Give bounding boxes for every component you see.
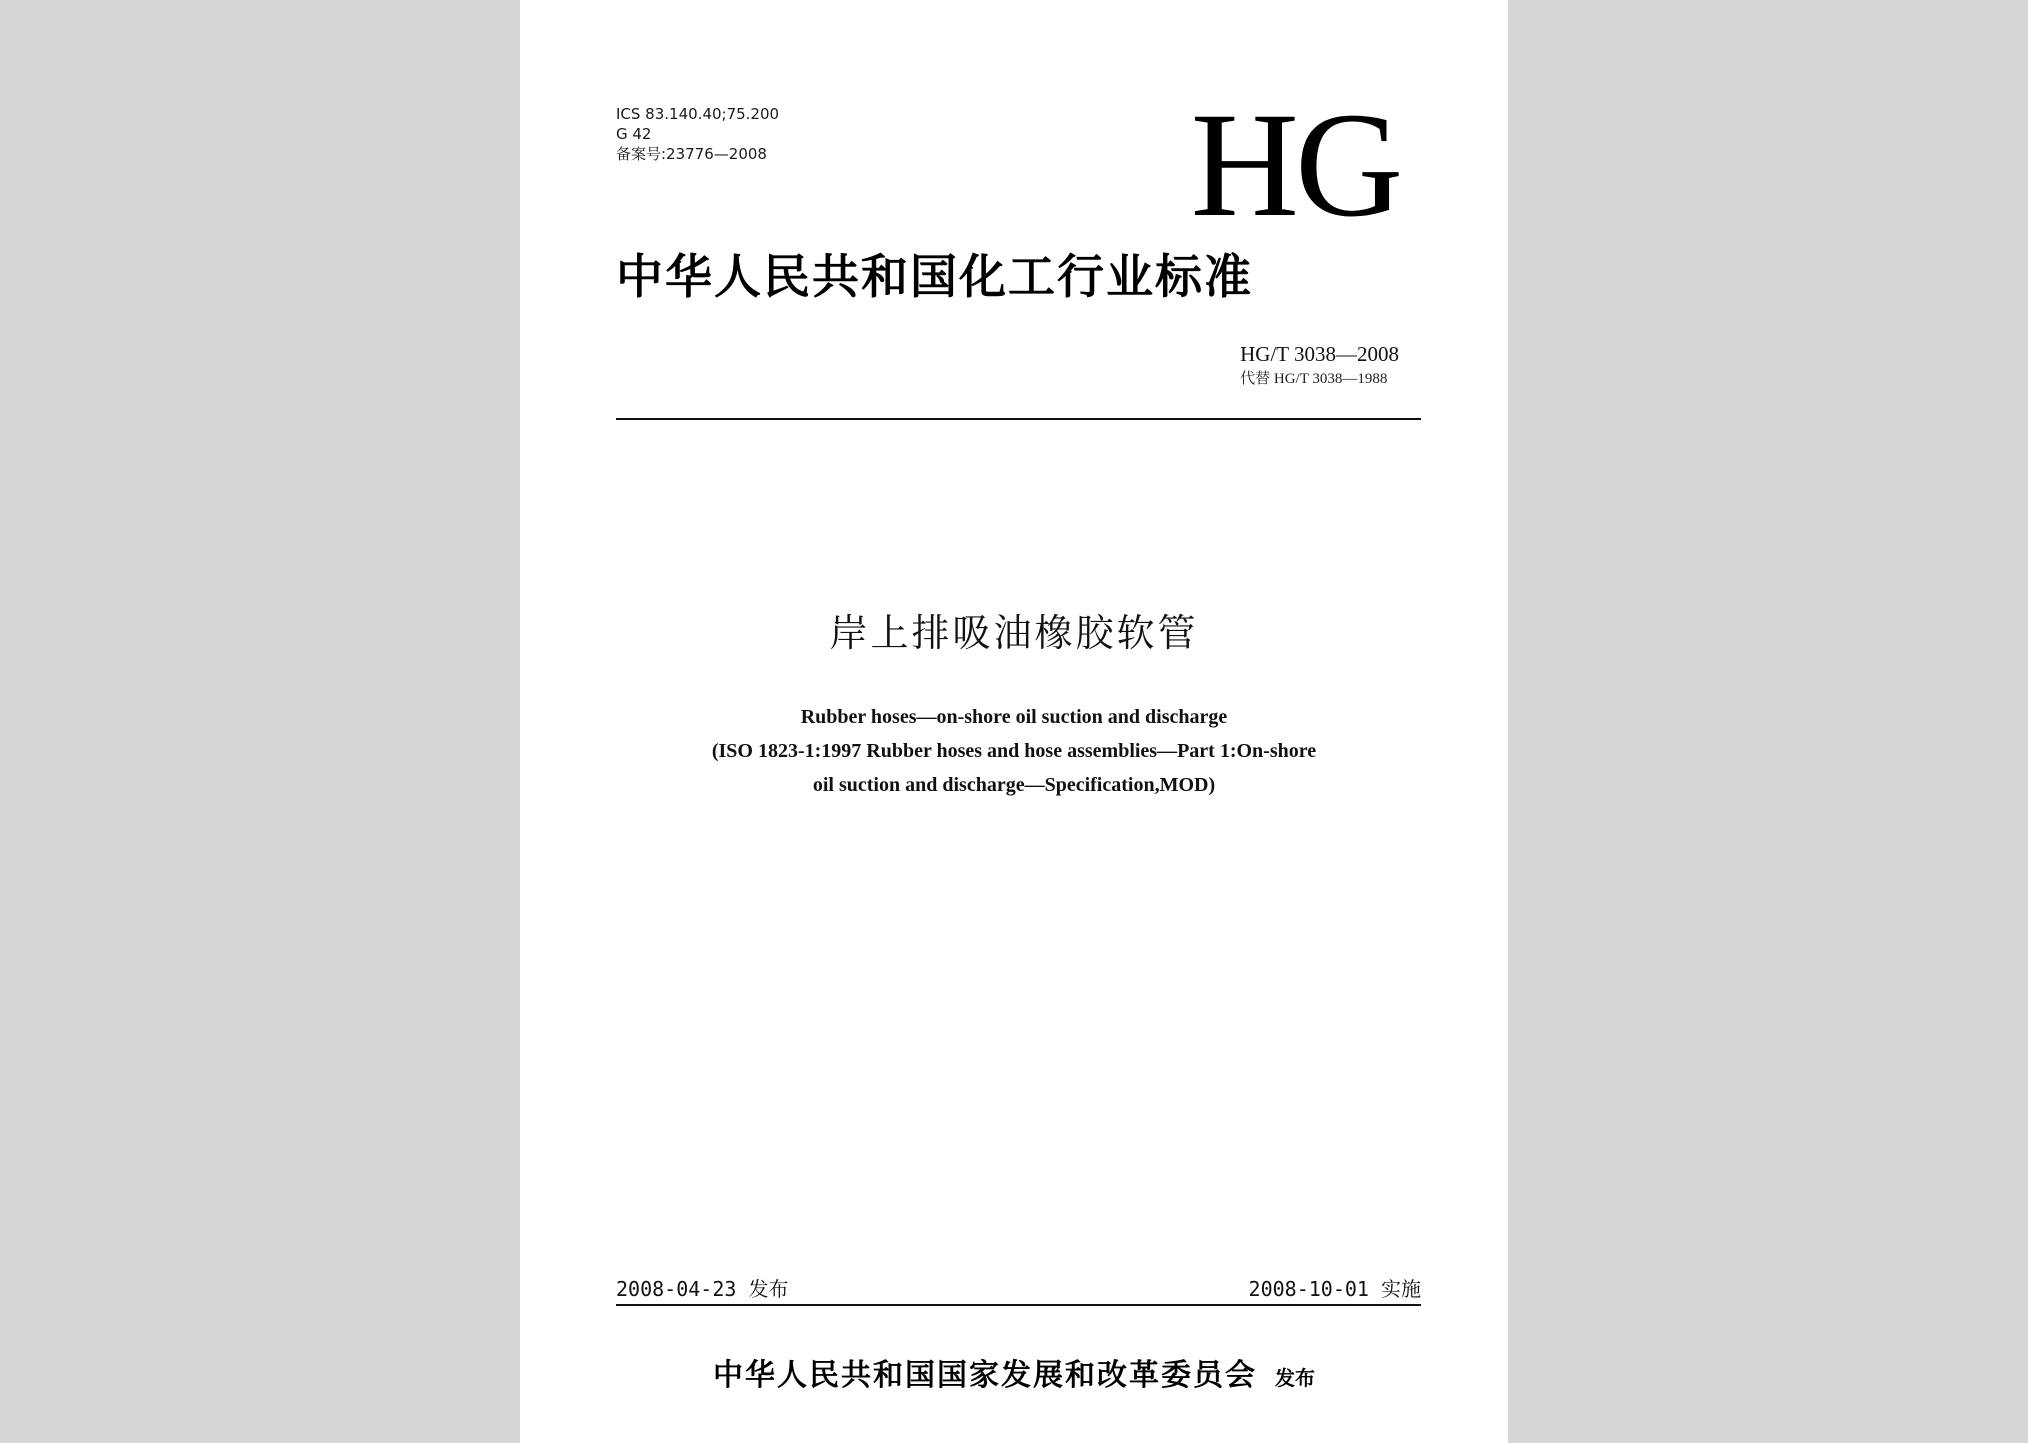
standard-code-block (1240, 340, 1399, 390)
effective-date: 2008-10-01 实施 (1248, 1277, 1421, 1301)
document-title-english (520, 700, 1508, 802)
ccs-code: G 42 (616, 125, 652, 143)
issuer-name: 中华人民共和国国家发展和改革委员会 (713, 1358, 1257, 1393)
english-title-line-3: oil suction and discharge—Specification,MOD) (812, 774, 1216, 796)
document-title-chinese: 岸上排吸油橡胶软管 (829, 611, 1199, 655)
top-divider (616, 418, 1421, 420)
replaces-code: 代替 HG/T 3038—1988 (1240, 371, 1388, 387)
issuer-line (520, 1350, 1508, 1394)
standard-code: HG/T 3038—2008 (1240, 342, 1399, 366)
bottom-divider (616, 1304, 1421, 1306)
document-page (520, 0, 1508, 1443)
english-title-line-1: Rubber hoses—on-shore oil suction and discharge (800, 706, 1228, 728)
classification-block (616, 104, 779, 164)
hg-logo: HG (1190, 82, 1400, 248)
record-number: 备案号:23776—2008 (616, 145, 767, 163)
issue-date: 2008-04-23 发布 (616, 1277, 789, 1301)
standard-title: 中华人民共和国化工行业标准 (616, 250, 1253, 305)
ics-code: ICS 83.140.40;75.200 (616, 105, 780, 123)
date-row (616, 1274, 1421, 1304)
issuer-action: 发布 (1275, 1366, 1315, 1390)
english-title-line-2: (ISO 1823-1:1997 Rubber hoses and hose assemblies—Part 1:On-shore (711, 740, 1317, 762)
